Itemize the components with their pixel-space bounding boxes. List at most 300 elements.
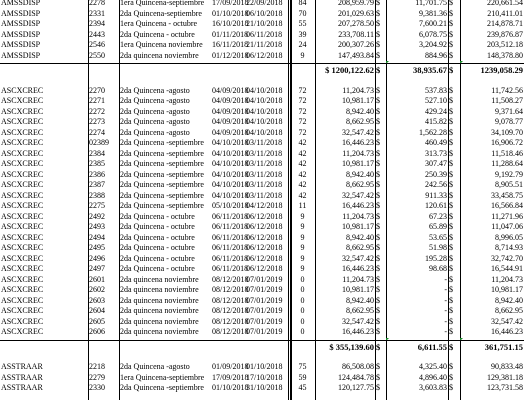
cell-currency: $ — [376, 138, 380, 147]
table-row — [0, 373, 524, 384]
cell-description: 1era Quincena-septiembre — [120, 372, 205, 382]
cell-due-date: 04/10/2018 — [246, 85, 283, 95]
table-row — [0, 159, 524, 170]
table-row — [0, 30, 524, 41]
cell-interest: - — [444, 274, 447, 284]
cell-amount: 201,029.63 — [338, 8, 374, 18]
cell-description: 2da quincena noviembre — [120, 274, 199, 284]
cell-description: 2da Quincena -septiembre — [120, 180, 204, 189]
cell-invoice-number: 2602 — [89, 285, 105, 294]
cell-issue-date: 04/09/2018 — [212, 127, 249, 137]
cell-client: ASCXCREC — [1, 211, 44, 221]
blank-row — [0, 75, 524, 86]
cell-description: 2da Quincena -agosto — [120, 127, 190, 137]
cell-interest: 3,603.83 — [419, 383, 447, 392]
cell-due-date: 22/09/2018 — [246, 0, 283, 7]
cell-due-date: 31/10/2018 — [246, 383, 283, 392]
cell-currency: $ — [449, 8, 453, 18]
cell-client: ASCXCREC — [1, 190, 44, 200]
cell-currency: $ — [449, 159, 453, 168]
cell-client: ASCXCREC — [1, 285, 44, 294]
cell-days: 9 — [300, 50, 305, 60]
table-row — [0, 128, 524, 139]
table-row — [0, 40, 524, 51]
cell-client: ASCXCREC — [1, 106, 44, 116]
cell-interest: - — [444, 327, 447, 336]
table-row — [0, 180, 524, 191]
cell-interest: 120.61 — [425, 201, 447, 210]
cell-total: 32,742.70 — [491, 253, 523, 263]
cell-amount: 120,127.75 — [338, 383, 374, 392]
cell-amount: 10,981.17 — [342, 285, 374, 294]
cell-client: ASCXCREC — [1, 169, 44, 179]
cell-description: 2da quincena noviembre — [120, 285, 199, 294]
cell-currency: $ — [376, 222, 380, 231]
cell-total: 8,714.93 — [495, 243, 523, 252]
cell-interest: 67.23 — [429, 211, 447, 221]
cell-currency: $ — [376, 243, 380, 252]
table-row — [0, 383, 524, 394]
cell-due-date: 07/01/2019 — [246, 316, 283, 326]
cell-invoice-number: 2492 — [89, 211, 105, 221]
cell-amount: 8,662.95 — [346, 180, 374, 189]
cell-amount: 8,662.95 — [346, 306, 374, 315]
cell-interest: 195.28 — [425, 253, 447, 263]
cell-amount: 16,446.23 — [342, 201, 374, 210]
cell-total: 8,996.05 — [495, 232, 523, 242]
cell-interest: - — [444, 306, 447, 315]
cell-amount: 233,708.11 — [338, 29, 374, 39]
cell-days: 9 — [300, 222, 305, 231]
cell-currency: $ — [376, 264, 380, 273]
cell-currency: $ — [376, 127, 380, 137]
cell-invoice-number: 2443 — [89, 29, 105, 39]
cell-client: AMSSDISP — [1, 50, 41, 60]
cell-amount: 16,446.23 — [342, 138, 374, 147]
cell-invoice-number: 2330 — [89, 383, 105, 392]
cell-amount: 8,942.40 — [346, 106, 374, 116]
cell-description: 2da quincena noviembre — [120, 306, 199, 315]
cell-description: 2da Quincena -septiembre — [120, 138, 204, 147]
cell-currency: $ — [376, 285, 380, 294]
table-row — [0, 317, 524, 328]
cell-total: 8,905.51 — [495, 180, 523, 189]
subtotal-rule — [0, 63, 524, 64]
cell-days: 72 — [298, 85, 307, 95]
cell-client: ASCXCREC — [1, 327, 44, 336]
cell-currency: $ — [449, 362, 453, 371]
cell-total: 11,047.06 — [491, 222, 523, 231]
cell-currency: $ — [376, 274, 380, 284]
cell-currency: $ — [376, 148, 380, 158]
cell-due-date: 01/10/2018 — [246, 362, 283, 371]
table-row — [0, 296, 524, 307]
cell-days: 24 — [298, 40, 307, 49]
cell-total: 214,878.71 — [487, 19, 523, 28]
cell-days: 42 — [298, 159, 307, 168]
cell-currency: $ — [449, 383, 453, 392]
cell-total: 9,371.64 — [495, 106, 523, 116]
cell-total: 11,518.46 — [491, 148, 523, 158]
cell-due-date: 06/12/2018 — [246, 264, 283, 273]
cell-total: 11,204.73 — [491, 274, 523, 284]
cell-description: 2da Quincena - octubre — [120, 232, 195, 242]
cell-description: 2da Quincena - octubre — [120, 211, 195, 221]
cell-amount: 11,204.73 — [342, 211, 374, 221]
cell-currency: $ — [449, 190, 453, 200]
cell-total: 16,544.91 — [491, 264, 523, 273]
cell-description: 1era Quincena-septiembre — [120, 0, 205, 7]
cell-days: 9 — [300, 243, 305, 252]
cell-issue-date: 08/12/2018 — [212, 327, 249, 336]
cell-interest: 51.98 — [429, 243, 447, 252]
cell-interest: 4,325.40 — [419, 362, 447, 371]
cell-currency: $ — [449, 0, 453, 7]
cell-due-date: 07/01/2019 — [246, 327, 283, 336]
cell-due-date: 04/10/2018 — [246, 117, 283, 126]
cell-interest: 415.82 — [425, 117, 447, 126]
cell-currency: $ — [449, 96, 453, 105]
cell-currency: $ — [376, 327, 380, 336]
cell-issue-date: 04/10/2018 — [212, 180, 249, 189]
cell-days: 0 — [300, 306, 305, 315]
table-row — [0, 222, 524, 233]
cell-currency: $ — [376, 169, 380, 179]
cell-client: ASCXCREC — [1, 295, 44, 305]
cell-issue-date: 01/10/2018 — [212, 8, 249, 18]
table-row — [0, 362, 524, 373]
table-row — [0, 19, 524, 30]
cell-amount: 208,959.79 — [338, 0, 374, 7]
cell-issue-date: 01/10/2018 — [212, 383, 249, 392]
cell-due-date: 06/11/2018 — [246, 29, 283, 39]
cell-client: AMSSDISP — [1, 40, 41, 49]
cell-invoice-number: 2387 — [89, 180, 105, 189]
cell-description: 2da Quincena -septiembre — [120, 159, 204, 168]
cell-issue-date: 06/11/2018 — [212, 211, 249, 221]
table-row — [0, 86, 524, 97]
cell-interest: 65.89 — [429, 222, 447, 231]
cell-days: 9 — [300, 232, 305, 242]
cell-currency: $ — [449, 243, 453, 252]
cell-currency: $ — [449, 201, 453, 210]
cell-due-date: 07/01/2019 — [246, 306, 283, 315]
cell-currency: $ — [376, 8, 380, 18]
cell-interest: 242.56 — [425, 180, 447, 189]
cell-currency: $ — [376, 232, 380, 242]
cell-days: 72 — [298, 106, 307, 116]
cell-interest: - — [444, 295, 447, 305]
cell-subtotal-interest: 38,935.67 — [386, 61, 448, 75]
cell-invoice-number: 2495 — [89, 243, 105, 252]
cell-issue-date: 08/12/2018 — [212, 285, 249, 294]
cell-invoice-number: 2218 — [89, 362, 105, 371]
cell-due-date: 03/11/2018 — [246, 148, 283, 158]
cell-interest: - — [444, 316, 447, 326]
table-row — [0, 191, 524, 202]
cell-interest: 429.24 — [425, 106, 447, 116]
cell-days: 11 — [298, 201, 307, 210]
cell-due-date: 03/11/2018 — [246, 190, 283, 200]
cell-currency: $ — [376, 50, 380, 60]
cell-total: 11,742.56 — [491, 85, 523, 95]
cell-days: 72 — [298, 127, 307, 137]
cell-due-date: 03/11/2018 — [246, 169, 283, 179]
cell-invoice-number: 2271 — [89, 96, 105, 105]
cell-amount: 11,204.73 — [342, 274, 374, 284]
cell-interest: 911.33 — [425, 190, 447, 200]
cell-amount: 8,942.40 — [346, 169, 374, 179]
cell-issue-date: 08/12/2018 — [212, 316, 249, 326]
cell-client: ASCXCREC — [1, 222, 44, 231]
cell-interest: 250.39 — [425, 169, 447, 179]
cell-issue-date: 06/11/2018 — [212, 264, 249, 273]
cell-days: 45 — [298, 383, 307, 392]
cell-client: ASCXCREC — [1, 316, 44, 326]
cell-due-date: 06/10/2018 — [246, 8, 283, 18]
cell-total: 11,508.27 — [491, 96, 523, 105]
cell-total: 148,378.80 — [487, 50, 523, 60]
cell-client: ASSTRAAR — [1, 383, 43, 392]
cell-invoice-number: 2384 — [89, 148, 105, 158]
cell-days: 59 — [298, 372, 307, 382]
cell-client: ASCXCREC — [1, 117, 44, 126]
cell-issue-date: 04/10/2018 — [212, 159, 249, 168]
cell-total: 90,833.48 — [491, 362, 523, 371]
cell-due-date: 04/10/2018 — [246, 127, 283, 137]
cell-days: 72 — [298, 117, 307, 126]
cell-invoice-number: 2605 — [89, 316, 105, 326]
cell-total: 9,078.77 — [495, 117, 523, 126]
cell-currency: $ — [449, 169, 453, 179]
cell-issue-date: 08/12/2018 — [212, 274, 249, 284]
cell-amount: 8,662.95 — [346, 117, 374, 126]
cell-interest: 460.49 — [425, 138, 447, 147]
cell-interest: - — [444, 285, 447, 294]
cell-currency: $ — [376, 106, 380, 116]
cell-currency: $ — [376, 85, 380, 95]
cell-total: 16,566.84 — [491, 201, 523, 210]
cell-amount: 32,547.42 — [342, 253, 374, 263]
cell-amount: 8,662.95 — [346, 243, 374, 252]
cell-currency: $ — [449, 19, 453, 28]
cell-invoice-number: 2606 — [89, 327, 105, 336]
cell-subtotal-total: 1239,058.29 — [460, 61, 524, 75]
cell-currency: $ — [449, 211, 453, 221]
cell-currency: $ — [449, 40, 453, 49]
cell-description: 2da Quincena -septiembre — [120, 201, 204, 210]
cell-amount: 11,204.73 — [342, 85, 374, 95]
cell-issue-date: 16/11/2018 — [212, 40, 249, 49]
cell-days: 42 — [298, 138, 307, 147]
cell-amount: 207,278.50 — [338, 19, 374, 28]
cell-days: 39 — [298, 29, 307, 39]
cell-total: 8,942.40 — [495, 295, 523, 305]
cell-issue-date: 06/11/2018 — [212, 243, 249, 252]
cell-invoice-number: 2386 — [89, 169, 105, 179]
cell-interest: 98.68 — [429, 264, 447, 273]
cell-interest: 307.47 — [425, 159, 447, 168]
cell-currency: $ — [449, 127, 453, 137]
cell-client: ASCXCREC — [1, 201, 44, 210]
table-row — [0, 327, 524, 338]
cell-amount: 8,942.40 — [346, 232, 374, 242]
cell-subtotal-amount: $ 1200,122.62 — [325, 65, 374, 75]
cell-description: 2da Quincena -septiembre — [120, 190, 204, 200]
cell-currency: $ — [376, 0, 380, 7]
cell-currency: $ — [376, 190, 380, 200]
cell-currency: $ — [376, 96, 380, 105]
cell-amount: 124,484.78 — [338, 372, 374, 382]
cell-description: 2da Quincena -agosto — [120, 96, 190, 105]
table-row — [0, 0, 524, 9]
cell-interest: 3,204.92 — [419, 40, 447, 49]
table-row — [0, 9, 524, 20]
cell-days: 0 — [300, 295, 305, 305]
cell-days: 9 — [300, 253, 305, 263]
cell-description: 2da Quincena-septiembre — [120, 8, 202, 18]
cell-subtotal-total: 361,751.15 — [460, 338, 524, 352]
cell-client: ASCXCREC — [1, 148, 44, 158]
cell-client: AMSSDISP — [1, 8, 41, 18]
cell-description: 2da Quincena -septiembre — [120, 169, 204, 179]
cell-days: 0 — [300, 316, 305, 326]
cell-invoice-number: 2550 — [89, 50, 105, 60]
table-row — [0, 51, 524, 62]
cell-invoice-number: 02389 — [89, 138, 109, 147]
table-row — [0, 306, 524, 317]
cell-currency: $ — [376, 295, 380, 305]
cell-amount: 10,981.17 — [342, 159, 374, 168]
cell-client: ASCXCREC — [1, 127, 44, 137]
cell-days: 75 — [298, 362, 307, 371]
cell-total: 11,271.96 — [491, 211, 523, 221]
cell-currency: $ — [449, 138, 453, 147]
cell-total: 210,411.01 — [487, 8, 523, 18]
cell-due-date: 21/10/2018 — [246, 19, 283, 28]
cell-total: 239,876.87 — [487, 29, 523, 39]
cell-subtotal-amount: $ 355,139.60 — [329, 341, 374, 352]
cell-interest: 9,381.36 — [419, 8, 447, 18]
cell-currency: $ — [449, 50, 453, 60]
cell-currency: $ — [449, 316, 453, 326]
cell-days: 72 — [298, 96, 307, 105]
table-row — [0, 212, 524, 223]
cell-description: 2da Quincena - octubre — [120, 29, 195, 39]
cell-amount: 10,981.17 — [342, 96, 374, 105]
cell-due-date: 06/12/2018 — [246, 50, 283, 60]
cell-issue-date: 05/10/2018 — [212, 201, 249, 210]
cell-client: ASCXCREC — [1, 274, 44, 284]
cell-currency: $ — [449, 285, 453, 294]
cell-days: 9 — [300, 264, 305, 273]
cell-client: ASCXCREC — [1, 253, 44, 263]
cell-total: 11,288.64 — [491, 159, 523, 168]
cell-subtotal-interest: 6,611.55 — [386, 338, 448, 352]
blank-row — [0, 352, 524, 363]
cell-invoice-number: 2270 — [89, 85, 105, 95]
cell-description: 2da Quincena -agosto — [120, 117, 190, 126]
cell-days: 0 — [300, 327, 305, 336]
cell-invoice-number: 2388 — [89, 190, 105, 200]
cell-issue-date: 01/12/2018 — [212, 50, 249, 60]
cell-client: ASSTRAAR — [1, 372, 43, 382]
cell-issue-date: 04/10/2018 — [212, 190, 249, 200]
cell-invoice-number: 2546 — [89, 40, 105, 49]
cell-invoice-number: 2601 — [89, 274, 105, 284]
table-row — [0, 117, 524, 128]
cell-currency: $ — [376, 211, 380, 221]
cell-amount: 32,547.42 — [342, 190, 374, 200]
table-row — [0, 285, 524, 296]
cell-description: 2da quincena noviembre — [120, 316, 199, 326]
cell-currency: $ — [376, 40, 380, 49]
cell-description: 2da Quincena - octubre — [120, 253, 195, 263]
cell-issue-date: 08/12/2018 — [212, 295, 249, 305]
cell-total: 123,731.58 — [487, 383, 523, 392]
cell-currency: $ — [449, 264, 453, 273]
table-row — [0, 201, 524, 212]
cell-description: 2da Quincena -septiembre — [120, 383, 204, 392]
cell-total: 34,109.70 — [491, 127, 523, 137]
cell-issue-date: 04/09/2018 — [212, 117, 249, 126]
cell-days: 42 — [298, 148, 307, 158]
cell-currency: $ — [376, 159, 380, 168]
cell-client: ASSTRAAR — [1, 362, 43, 371]
cell-currency: $ — [449, 372, 453, 382]
cell-invoice-number: 2603 — [89, 295, 105, 305]
cell-invoice-number: 2385 — [89, 159, 105, 168]
cell-invoice-number: 2497 — [89, 264, 105, 273]
cell-invoice-number: 2331 — [89, 8, 105, 18]
cell-invoice-number: 2394 — [89, 19, 105, 28]
cell-invoice-number: 2493 — [89, 222, 105, 231]
cell-currency: $ — [449, 306, 453, 315]
cell-currency: $ — [376, 117, 380, 126]
cell-issue-date: 06/11/2018 — [212, 253, 249, 263]
cell-due-date: 04/10/2018 — [246, 106, 283, 116]
cell-issue-date: 04/09/2018 — [212, 106, 249, 116]
cell-currency: $ — [376, 316, 380, 326]
table-row — [0, 96, 524, 107]
cell-amount: 32,547.42 — [342, 127, 374, 137]
cell-issue-date: 04/09/2018 — [212, 96, 249, 105]
cell-currency: $ — [449, 65, 454, 75]
cell-amount: 10,981.17 — [342, 222, 374, 231]
cell-invoice-number: 2275 — [89, 201, 105, 210]
cell-client: ASCXCREC — [1, 180, 44, 189]
cell-total: 33,458.75 — [491, 190, 523, 200]
cell-due-date: 06/12/2018 — [246, 253, 283, 263]
cell-currency: $ — [449, 117, 453, 126]
cell-issue-date: 04/09/2018 — [212, 85, 249, 95]
cell-due-date: 07/01/2019 — [246, 274, 283, 284]
cell-days: 42 — [298, 169, 307, 179]
cell-interest: 313.73 — [425, 148, 447, 158]
cell-interest: 884.96 — [425, 50, 447, 60]
cell-currency: $ — [449, 222, 453, 231]
cell-interest: 1,562.28 — [419, 127, 447, 137]
cell-currency: $ — [376, 383, 380, 392]
cell-days: 84 — [298, 0, 307, 7]
cell-days: 0 — [300, 274, 305, 284]
table-row — [0, 107, 524, 118]
cell-currency: $ — [449, 253, 453, 263]
table-row — [0, 254, 524, 265]
cell-due-date: 21/11/2018 — [246, 40, 283, 49]
cell-days: 9 — [300, 211, 305, 221]
cell-total: 32,547.42 — [491, 316, 523, 326]
